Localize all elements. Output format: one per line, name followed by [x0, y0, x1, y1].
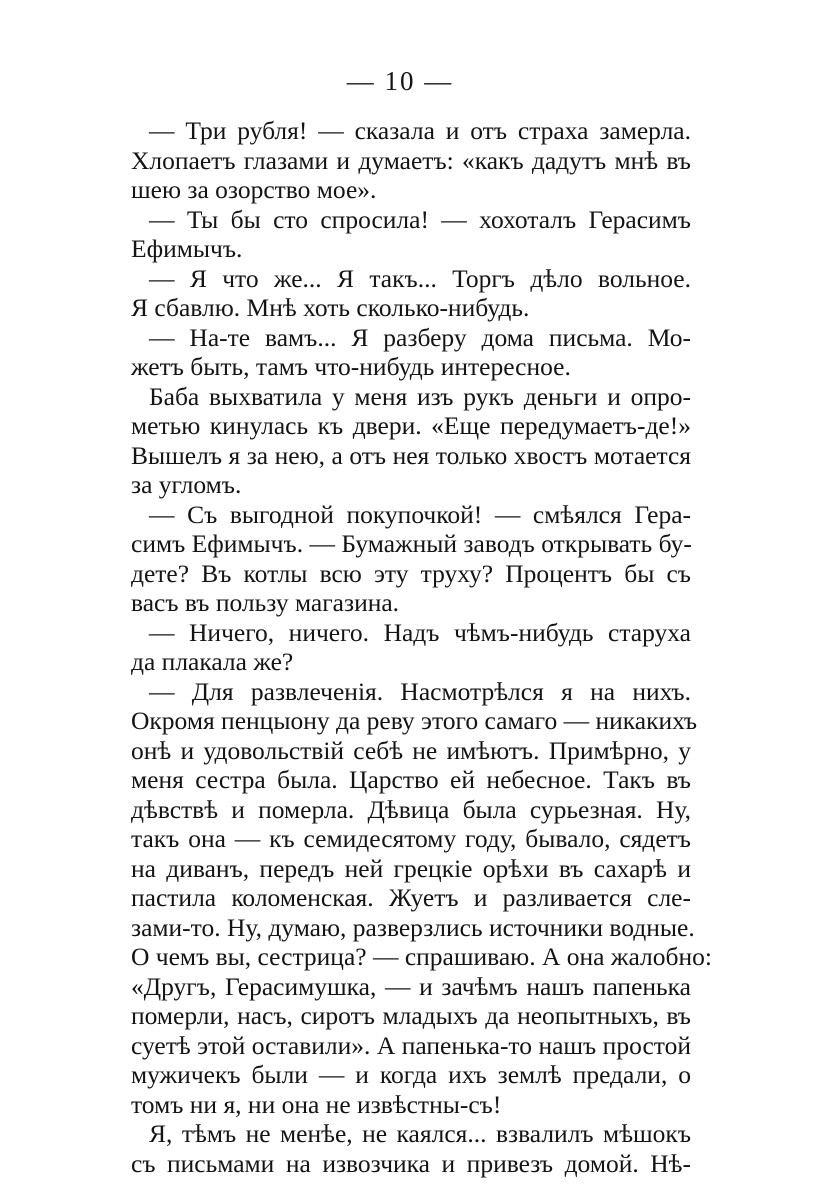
- page-number: — 10 —: [346, 66, 454, 96]
- text-line: онѣ и удовольствій себѣ не имѣютъ. Примѣрно, у: [131, 735, 691, 765]
- text-line: съ письмами на извозчика и привезъ домой. Нѣ-: [131, 1148, 691, 1178]
- text-line: томъ ни я, ни она не извѣстны-съ!: [131, 1089, 502, 1119]
- text-line: мужичекъ были — и когда ихъ землѣ предали, о: [131, 1060, 691, 1089]
- text-line: — Съ выгодной покупочкой! — смѣялся Гера-: [149, 499, 691, 529]
- text-line: меня сестра была. Царство ей небесное. Такъ въ: [131, 765, 691, 794]
- text-line: — На-те вамъ... Я разберу дома письма. Мо-: [149, 322, 691, 352]
- text-line: Вышелъ я за нею, а отъ нея только хвостъ мотается: [131, 440, 691, 470]
- text-line: метью кинулась къ двери. «Еще передумаетъ-де!»: [131, 411, 691, 440]
- text-line: Ефимычъ.: [131, 234, 243, 263]
- text-line: пастила коломенская. Жуетъ и разливается сле-: [131, 883, 691, 912]
- text-line: — Три рубля! — сказала и отъ страха замерла.: [149, 116, 691, 145]
- text-line: на диванъ, передъ ней грецкіе орѣхи въ сахарѣ и: [131, 853, 691, 883]
- body-text: [131, 116, 712, 1178]
- text-line: О чемъ вы, сестрица? — спрашиваю. А она жалобно:: [131, 942, 712, 971]
- text-line: Я сбавлю. Мнѣ хоть сколько-нибудь.: [131, 293, 530, 322]
- text-line: за угломъ.: [131, 470, 242, 499]
- text-line: Я, тѣмъ не менѣе, не каялся... взвалилъ мѣшокъ: [149, 1119, 691, 1148]
- text-line: жетъ быть, тамъ что-нибудь интересное.: [131, 352, 571, 381]
- text-line: Окромя пенцыону да реву этого самаго — никакихъ: [131, 706, 698, 735]
- text-line: симъ Ефимычъ. — Бумажный заводъ открывать бу-: [131, 529, 692, 558]
- text-line: — Ничего, ничего. Надъ чѣмъ-нибудь старуха: [149, 617, 691, 647]
- text-line: — Для развлеченія. Насмотрѣлся я на нихъ.: [149, 676, 691, 706]
- text-line: васъ въ пользу магазина.: [131, 588, 400, 617]
- text-line: Баба выхватила у меня изъ рукъ деньги и опро-: [149, 381, 691, 411]
- text-line: — Ты бы сто спросила! — хохоталъ Герасимъ: [149, 204, 691, 234]
- text-line: дѣвствѣ и померла. Дѣвица была сурьезная. Ну,: [131, 794, 691, 824]
- text-line: Хлопаетъ глазами и думаетъ: «какъ дадутъ мнѣ въ: [131, 145, 691, 175]
- text-line: дете? Въ котлы всю эту труху? Процентъ бы съ: [131, 558, 691, 588]
- text-line: померли, насъ, сиротъ младыхъ да неопытныхъ, въ: [131, 1001, 691, 1030]
- text-line: такъ она — къ семидесятому году, бывало, сядетъ: [131, 824, 691, 853]
- text-line: — Я что же... Я такъ... Торгъ дѣло вольное.: [149, 263, 691, 293]
- text-line: да плакала же?: [131, 647, 294, 676]
- text-line: шею за озорство мое».: [131, 175, 377, 204]
- text-line: суетѣ этой оставили». А папенька-то нашъ простой: [131, 1030, 691, 1060]
- text-line: «Другъ, Герасимушка, — и зачѣмъ нашъ папенька: [131, 971, 691, 1001]
- text-line: зами-то. Ну, думаю, разверзлись источники водные.: [131, 912, 695, 942]
